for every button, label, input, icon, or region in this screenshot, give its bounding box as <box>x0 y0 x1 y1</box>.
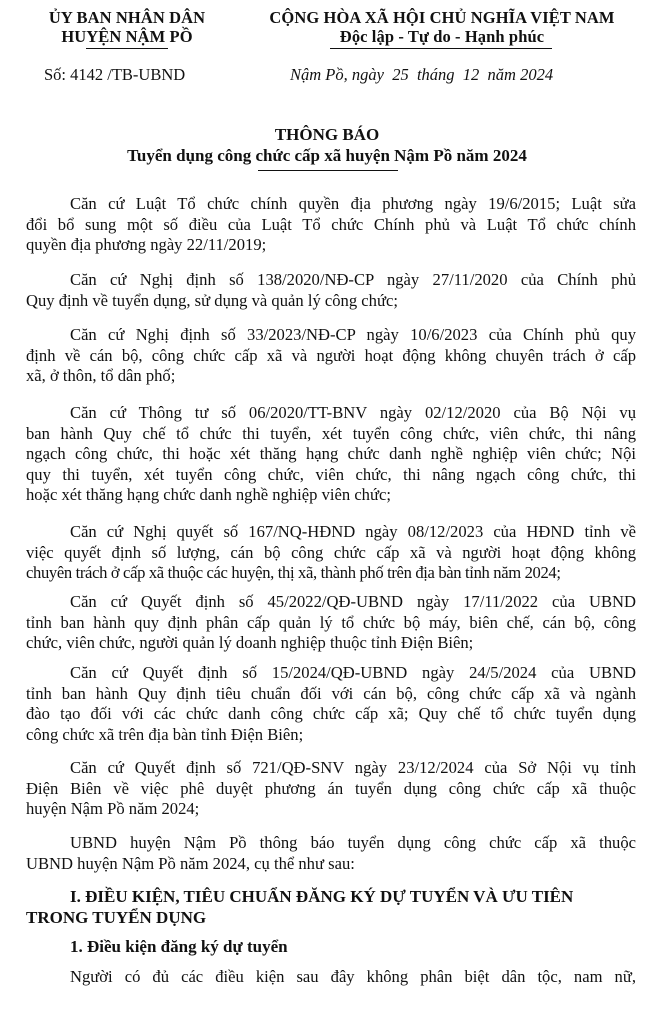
legal-basis-paragraph: Căn cứ Quyết định số 721/QĐ-SNV ngày 23/12/2024 của Sở Nội vụ tỉnh Điện Biên về việc phê duyệt phương án tuyển dụng công chức cấp xã thuộc huyện Nậm Pồ năm 2024; <box>26 758 636 819</box>
subsection-heading: 1. Điều kiện đăng ký dự tuyển <box>70 937 288 956</box>
document-title: THÔNG BÁO <box>274 125 380 144</box>
section-heading-line-2: TRONG TUYỂN DỤNG <box>26 908 207 927</box>
national-motto-line-2: Độc lập - Tự do - Hạnh phúc <box>339 27 545 46</box>
national-motto-line-1: CỘNG HÒA XÃ HỘI CHỦ NGHĨA VIỆT NAM <box>269 8 615 27</box>
legal-basis-paragraph: Căn cứ Luật Tổ chức chính quyền địa phương ngày 19/6/2015; Luật sửa đổi bổ sung một số điều của Luật Tổ chức Chính phủ và Luật Tổ chức chính quyền địa phương ngày 22/11/2019; <box>26 194 636 255</box>
document-number: Số: 4142 /TB-UBND <box>44 65 186 84</box>
legal-basis-paragraph: Căn cứ Quyết định số 15/2024/QĐ-UBND ngày 24/5/2024 của UBND tỉnh ban hành Quy định tiêu chuẩn đối với cán bộ, công chức cấp xã và ngành đào tạo đối với các chức danh công chức cấp xã; Quy chế tổ chức tuyển dụng công chức xã trên địa bàn tỉnh Điện Biên; <box>26 663 636 744</box>
legal-basis-paragraph: Căn cứ Nghị quyết số 167/NQ-HĐND ngày 08/12/2023 của HĐND tỉnh về việc quyết định số lượng, cán bộ công chức cấp xã và người hoạt động không chuyên trách ở cấp xã thuộc các huyện, thị xã, thành phố trên địa bàn tỉnh năm 2024; <box>26 522 636 583</box>
section-heading-line-1: I. ĐIỀU KIỆN, TIÊU CHUẨN ĐĂNG KÝ DỰ TUYỂN VÀ ƯU TIÊN <box>70 887 574 906</box>
title-underline <box>258 170 398 171</box>
body-paragraph: Người có đủ các điều kiện sau đây không phân biệt dân tộc, nam nữ, <box>70 967 636 986</box>
legal-basis-paragraph: Căn cứ Nghị định số 33/2023/NĐ-CP ngày 10/6/2023 của Chính phủ quy định về cán bộ, công chức cấp xã và người hoạt động không chuyên trách ở cấp xã, ở thôn, tổ dân phố; <box>26 325 636 386</box>
issuer-underline <box>86 48 168 49</box>
place-and-date: Nậm Pồ, ngày 25 tháng 12 năm 2024 <box>290 65 554 84</box>
issuer-line-2: HUYỆN NẬM PỒ <box>61 27 193 46</box>
document-subtitle: Tuyển dụng công chức cấp xã huyện Nậm Pồ năm 2024 <box>127 146 527 165</box>
announcement-paragraph: UBND huyện Nậm Pồ thông báo tuyển dụng công chức cấp xã thuộc UBND huyện Nậm Pồ năm 2024, cụ thể như sau: <box>26 833 636 873</box>
legal-basis-paragraph: Căn cứ Thông tư số 06/2020/TT-BNV ngày 02/12/2020 của Bộ Nội vụ ban hành Quy chế tổ chức thi tuyển, xét tuyển công chức, viên chức, thi nâng ngạch công chức, thi hoặc xét thăng hạng chức danh nghề nghiệp viên chức; Nội quy thi tuyển, xét tuyển công chức, viên chức, thi nâng ngạch công chức, thi hoặc xét thăng hạng chức danh nghề nghiệp viên chức; <box>26 403 636 505</box>
legal-basis-paragraph: Căn cứ Quyết định số 45/2022/QĐ-UBND ngày 17/11/2022 của UBND tỉnh ban hành quy định phân cấp quản lý tổ chức bộ máy, biên chế, cán bộ, công chức, viên chức, người quản lý doanh nghiệp thuộc tỉnh Điện Biên; <box>26 592 636 653</box>
issuer-line-1: ỦY BAN NHÂN DÂN <box>48 8 206 27</box>
motto-underline <box>330 48 552 49</box>
legal-basis-paragraph: Căn cứ Nghị định số 138/2020/NĐ-CP ngày 27/11/2020 của Chính phủ Quy định về tuyển dụng, sử dụng và quản lý công chức; <box>26 270 636 310</box>
